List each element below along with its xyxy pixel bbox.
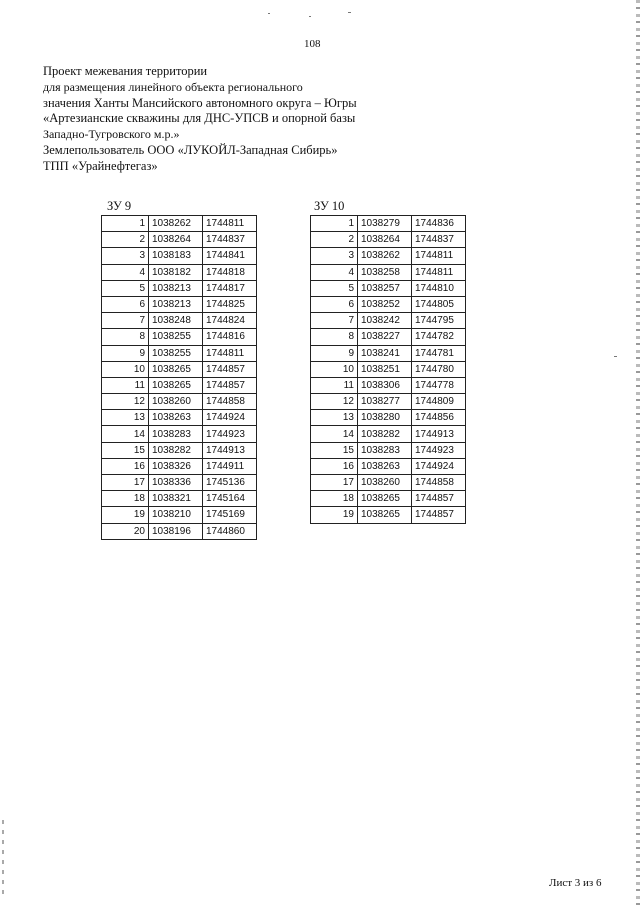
- coord-x: 1038260: [149, 394, 203, 410]
- point-number: 8: [311, 329, 358, 345]
- scan-speck: [348, 12, 351, 13]
- table-row: [311, 491, 466, 507]
- header-line: ТПП «Урайнефтегаз»: [43, 158, 158, 173]
- coord-x: 1038280: [358, 410, 412, 426]
- point-number: 11: [311, 377, 358, 393]
- header-line: для размещения линейного объекта регионального: [43, 79, 303, 94]
- point-number: 14: [311, 426, 358, 442]
- table-row: [311, 329, 466, 345]
- coord-x: 1038263: [149, 410, 203, 426]
- point-number: 11: [102, 377, 149, 393]
- coord-x: 1038265: [149, 377, 203, 393]
- coord-y: 1744805: [412, 296, 466, 312]
- coord-y: 1744858: [412, 475, 466, 491]
- table-row: [102, 442, 257, 458]
- coord-x: 1038306: [358, 377, 412, 393]
- coord-y: 1744856: [412, 410, 466, 426]
- coord-y: 1744913: [412, 426, 466, 442]
- point-number: 10: [311, 361, 358, 377]
- coord-y: 1744781: [412, 345, 466, 361]
- point-number: 16: [311, 458, 358, 474]
- coord-y: 1744841: [203, 248, 257, 264]
- header-line: значения Ханты Мансийского автономного округа – Югры: [43, 95, 357, 110]
- table-row: [102, 232, 257, 248]
- zu10-title: ЗУ 10: [314, 199, 345, 213]
- point-number: 16: [102, 458, 149, 474]
- coord-y: 1744780: [412, 361, 466, 377]
- coord-x: 1038283: [149, 426, 203, 442]
- point-number: 10: [102, 361, 149, 377]
- point-number: 3: [311, 248, 358, 264]
- coord-y: 1744837: [203, 232, 257, 248]
- coord-x: 1038258: [358, 264, 412, 280]
- table-row: [102, 458, 257, 474]
- point-number: 18: [102, 491, 149, 507]
- coord-y: 1744810: [412, 280, 466, 296]
- coord-x: 1038265: [149, 361, 203, 377]
- coord-y: 1744924: [203, 410, 257, 426]
- coord-x: 1038210: [149, 507, 203, 523]
- coord-x: 1038241: [358, 345, 412, 361]
- table-row: [311, 507, 466, 523]
- table-row: [102, 426, 257, 442]
- coord-x: 1038326: [149, 458, 203, 474]
- coord-y: 1744924: [412, 458, 466, 474]
- coord-x: 1038227: [358, 329, 412, 345]
- coord-x: 1038242: [358, 313, 412, 329]
- table-row: [311, 264, 466, 280]
- coord-x: 1038263: [358, 458, 412, 474]
- point-number: 6: [102, 296, 149, 312]
- table-row: [102, 410, 257, 426]
- coord-x: 1038283: [358, 442, 412, 458]
- coord-x: 1038282: [149, 442, 203, 458]
- zu9-coordinates-table: [101, 215, 257, 540]
- coord-x: 1038213: [149, 280, 203, 296]
- table-row: [311, 296, 466, 312]
- point-number: 15: [311, 442, 358, 458]
- table-row: [311, 361, 466, 377]
- coord-y: 1744824: [203, 313, 257, 329]
- page-number: 108: [304, 38, 321, 50]
- point-number: 17: [311, 475, 358, 491]
- point-number: 1: [311, 216, 358, 232]
- table-row: [311, 232, 466, 248]
- coord-y: 1744782: [412, 329, 466, 345]
- point-number: 7: [102, 313, 149, 329]
- coord-y: 1744811: [203, 216, 257, 232]
- coord-y: 1745136: [203, 475, 257, 491]
- point-number: 9: [102, 345, 149, 361]
- table-row: [311, 313, 466, 329]
- point-number: 4: [102, 264, 149, 280]
- coord-y: 1744836: [412, 216, 466, 232]
- coord-x: 1038260: [358, 475, 412, 491]
- table-row: [311, 458, 466, 474]
- coord-x: 1038321: [149, 491, 203, 507]
- table-row: [311, 345, 466, 361]
- coord-y: 1745169: [203, 507, 257, 523]
- table-row: [102, 377, 257, 393]
- coord-y: 1744857: [412, 507, 466, 523]
- coord-x: 1038255: [149, 329, 203, 345]
- table-row: [102, 264, 257, 280]
- table-row: [311, 280, 466, 296]
- point-number: 13: [102, 410, 149, 426]
- coord-y: 1744837: [412, 232, 466, 248]
- table-row: [102, 475, 257, 491]
- table-row: [311, 410, 466, 426]
- coord-x: 1038248: [149, 313, 203, 329]
- table-row: [102, 394, 257, 410]
- table-row: [102, 523, 257, 539]
- header-line: «Артезианские скважины для ДНС-УПСВ и опорной базы: [43, 111, 356, 126]
- coord-x: 1038251: [358, 361, 412, 377]
- point-number: 6: [311, 296, 358, 312]
- point-number: 19: [102, 507, 149, 523]
- coord-x: 1038262: [358, 248, 412, 264]
- coord-x: 1038252: [358, 296, 412, 312]
- header-line: Западно-Тугровского м.р.»: [43, 127, 180, 142]
- point-number: 9: [311, 345, 358, 361]
- header-line: Землепользователь ООО «ЛУКОЙЛ-Западная Сибирь»: [43, 142, 338, 157]
- zu9-title: ЗУ 9: [107, 199, 132, 213]
- point-number: 14: [102, 426, 149, 442]
- table-row: [102, 216, 257, 232]
- scan-edge-right: [636, 0, 640, 905]
- coord-y: 1744811: [412, 264, 466, 280]
- table-row: [311, 475, 466, 491]
- table-row: [102, 345, 257, 361]
- point-number: 17: [102, 475, 149, 491]
- coord-x: 1038279: [358, 216, 412, 232]
- point-number: 2: [102, 232, 149, 248]
- coord-y: 1744811: [203, 345, 257, 361]
- coord-y: 1744860: [203, 523, 257, 539]
- scan-speck: [309, 16, 311, 17]
- point-number: 1: [102, 216, 149, 232]
- coord-y: 1744858: [203, 394, 257, 410]
- scan-speck: [614, 356, 617, 357]
- coord-y: 1744818: [203, 264, 257, 280]
- point-number: 4: [311, 264, 358, 280]
- table-row: [311, 394, 466, 410]
- coord-x: 1038262: [149, 216, 203, 232]
- point-number: 20: [102, 523, 149, 539]
- table-row: [102, 507, 257, 523]
- coord-x: 1038255: [149, 345, 203, 361]
- coord-y: 1744913: [203, 442, 257, 458]
- point-number: 8: [102, 329, 149, 345]
- point-number: 7: [311, 313, 358, 329]
- point-number: 13: [311, 410, 358, 426]
- sheet-label: Лист 3 из 6: [549, 877, 602, 889]
- coord-y: 1744778: [412, 377, 466, 393]
- scan-edge-left: [2, 820, 4, 900]
- coord-y: 1744825: [203, 296, 257, 312]
- coord-x: 1038277: [358, 394, 412, 410]
- coord-x: 1038336: [149, 475, 203, 491]
- scan-speck: [268, 13, 270, 14]
- table-row: [102, 280, 257, 296]
- table-row: [102, 329, 257, 345]
- coord-y: 1744809: [412, 394, 466, 410]
- coord-y: 1744857: [412, 491, 466, 507]
- coord-x: 1038183: [149, 248, 203, 264]
- coord-y: 1744811: [412, 248, 466, 264]
- point-number: 15: [102, 442, 149, 458]
- point-number: 12: [102, 394, 149, 410]
- table-row: [311, 248, 466, 264]
- coord-y: 1744911: [203, 458, 257, 474]
- coord-x: 1038265: [358, 507, 412, 523]
- coord-x: 1038196: [149, 523, 203, 539]
- point-number: 5: [102, 280, 149, 296]
- document-header: [43, 64, 357, 175]
- coord-y: 1744817: [203, 280, 257, 296]
- coord-x: 1038264: [149, 232, 203, 248]
- table-row: [102, 361, 257, 377]
- coord-x: 1038264: [358, 232, 412, 248]
- point-number: 18: [311, 491, 358, 507]
- coord-x: 1038265: [358, 491, 412, 507]
- coord-x: 1038282: [358, 426, 412, 442]
- table-row: [311, 216, 466, 232]
- point-number: 3: [102, 248, 149, 264]
- coord-x: 1038257: [358, 280, 412, 296]
- coord-y: 1744923: [412, 442, 466, 458]
- zu10-coordinates-table: [310, 215, 466, 524]
- table-row: [102, 313, 257, 329]
- coord-y: 1744816: [203, 329, 257, 345]
- header-line: Проект межевания территории: [43, 64, 208, 78]
- table-row: [102, 296, 257, 312]
- table-row: [311, 442, 466, 458]
- table-row: [102, 248, 257, 264]
- coord-y: 1744923: [203, 426, 257, 442]
- point-number: 19: [311, 507, 358, 523]
- point-number: 2: [311, 232, 358, 248]
- table-row: [102, 491, 257, 507]
- coord-y: 1744795: [412, 313, 466, 329]
- coord-y: 1744857: [203, 377, 257, 393]
- coord-y: 1745164: [203, 491, 257, 507]
- coord-x: 1038182: [149, 264, 203, 280]
- table-row: [311, 377, 466, 393]
- table-row: [311, 426, 466, 442]
- coord-y: 1744857: [203, 361, 257, 377]
- point-number: 12: [311, 394, 358, 410]
- point-number: 5: [311, 280, 358, 296]
- coord-x: 1038213: [149, 296, 203, 312]
